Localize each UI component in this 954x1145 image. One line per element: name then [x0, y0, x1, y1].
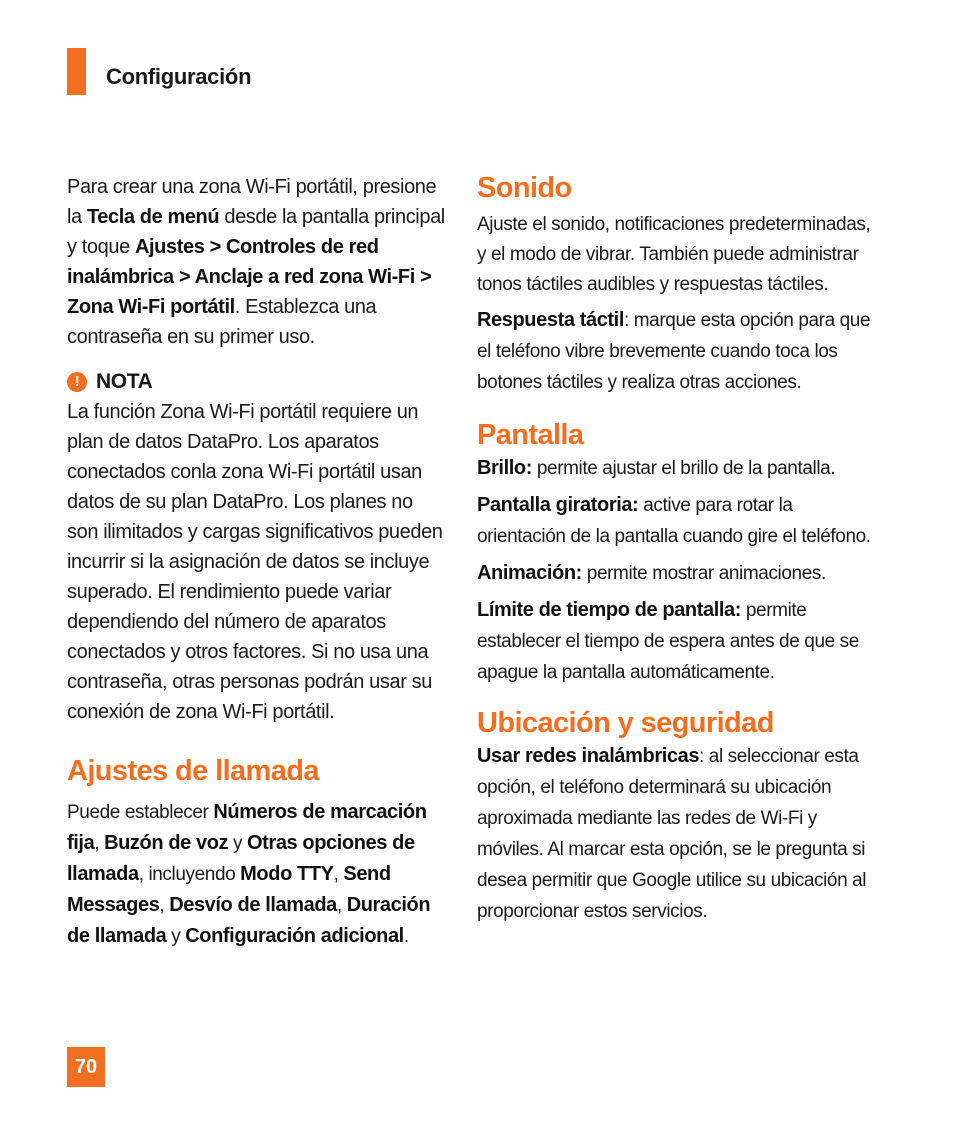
left-column	[67, 172, 445, 952]
calls-text: ,	[94, 833, 105, 854]
calls-text: ,	[333, 864, 344, 885]
intro-menu-key: Tecla de menú	[86, 206, 220, 228]
exclamation-icon: !	[67, 372, 87, 392]
wifi-hotspot-intro	[67, 172, 445, 352]
intro-settings-path: Ajustes > Controles de red inalámbrica > Anclaje a red zona Wi-Fi > Zona Wi-Fi portátil	[67, 236, 432, 318]
haptic-feedback-text: : marque esta opción para que el teléfono vibre brevemente cuando toca los botones táctiles y realiza otras acciones.	[477, 310, 871, 393]
haptic-feedback-label: Respuesta táctil	[477, 309, 624, 331]
note-body: La función Zona Wi-Fi portátil requiere un plan de datos DataPro. Los aparatos conectados conla zona Wi-Fi portátil usan datos de su plan DataPro. Los planes no son ilimitados y cargas significativos pueden incurrir si la asignación de datos se incluye superado. El rendimiento puede variar dependiendo del número de aparatos conectados y otros factores. Si no usa una contraseña, otras personas podrán usar su conexión de zona Wi-Fi portátil.	[67, 401, 443, 723]
calls-text: , incluyendo	[138, 864, 241, 885]
intro-text: desde la pantalla principal y toque	[67, 206, 445, 258]
haptic-feedback-item	[477, 305, 872, 398]
note-title: NOTA	[96, 370, 153, 393]
intro-text: Para crear una zona Wi-Fi portátil, presione la	[67, 176, 437, 228]
auto-rotate-item	[477, 490, 872, 552]
call-settings-body	[67, 797, 445, 952]
display-heading: Pantalla	[477, 419, 584, 451]
screen-timeout-text: permite establecer el tiempo de espera antes de que se apague la pantalla automáticamente.	[477, 600, 859, 683]
calls-fixed-dialing: Números de marcación fija	[67, 801, 427, 854]
page-number: 70	[67, 1047, 105, 1087]
calls-text: ,	[336, 895, 347, 916]
location-security-heading: Ubicación y seguridad	[477, 707, 774, 739]
call-settings-heading: Ajustes de llamada	[67, 755, 319, 787]
calls-text: .	[403, 926, 409, 947]
calls-text: y	[166, 926, 186, 947]
calls-call-forwarding: Desvío de llamada	[169, 894, 337, 916]
right-column	[477, 172, 872, 927]
calls-send-messages: Send Messages	[67, 863, 391, 916]
brightness-label: Brillo:	[477, 457, 532, 479]
animation-item	[477, 558, 872, 589]
brightness-text: permite ajustar el brillo de la pantalla.	[531, 458, 836, 479]
auto-rotate-label: Pantalla giratoria:	[477, 494, 639, 516]
section-title: Configuración	[106, 64, 252, 89]
wireless-networks-item	[477, 741, 872, 927]
calls-text: Puede establecer	[67, 802, 214, 823]
wireless-networks-label: Usar redes inalámbricas	[477, 745, 700, 767]
calls-tty-mode: Modo TTY	[240, 863, 334, 885]
screen-timeout-item	[477, 595, 872, 688]
animation-text: permite mostrar animaciones.	[581, 563, 826, 584]
note-heading	[67, 367, 445, 397]
section-tab-marker	[67, 48, 86, 95]
calls-voicemail: Buzón de voz	[104, 832, 229, 854]
auto-rotate-text: active para rotar la orientación de la pantalla cuando gire el teléfono.	[477, 495, 871, 547]
calls-text: y	[228, 833, 248, 854]
calls-additional-settings: Configuración adicional	[185, 925, 404, 947]
wireless-networks-text: : al seleccionar esta opción, el teléfono determinará su ubicación aproximada mediante las redes de Wi-Fi y móviles. Al marcar esta opción, se le pregunta si desea permitir que Google utilice su ubicación al proporcionar estos servicios.	[477, 746, 867, 922]
sound-intro: Ajuste el sonido, notificaciones predeterminadas, y el modo de vibrar. También puede administrar tonos táctiles audibles y respuestas táctiles.	[477, 214, 871, 295]
calls-call-duration: Duración de llamada	[67, 894, 431, 947]
sound-heading: Sonido	[477, 172, 572, 204]
brightness-item	[477, 453, 872, 484]
calls-text: ,	[159, 895, 170, 916]
screen-timeout-label: Límite de tiempo de pantalla:	[477, 599, 741, 621]
intro-text: . Establezca una contraseña en su primer uso.	[67, 296, 377, 348]
animation-label: Animación:	[477, 562, 582, 584]
calls-other-options: Otras opciones de llamada	[67, 832, 415, 885]
